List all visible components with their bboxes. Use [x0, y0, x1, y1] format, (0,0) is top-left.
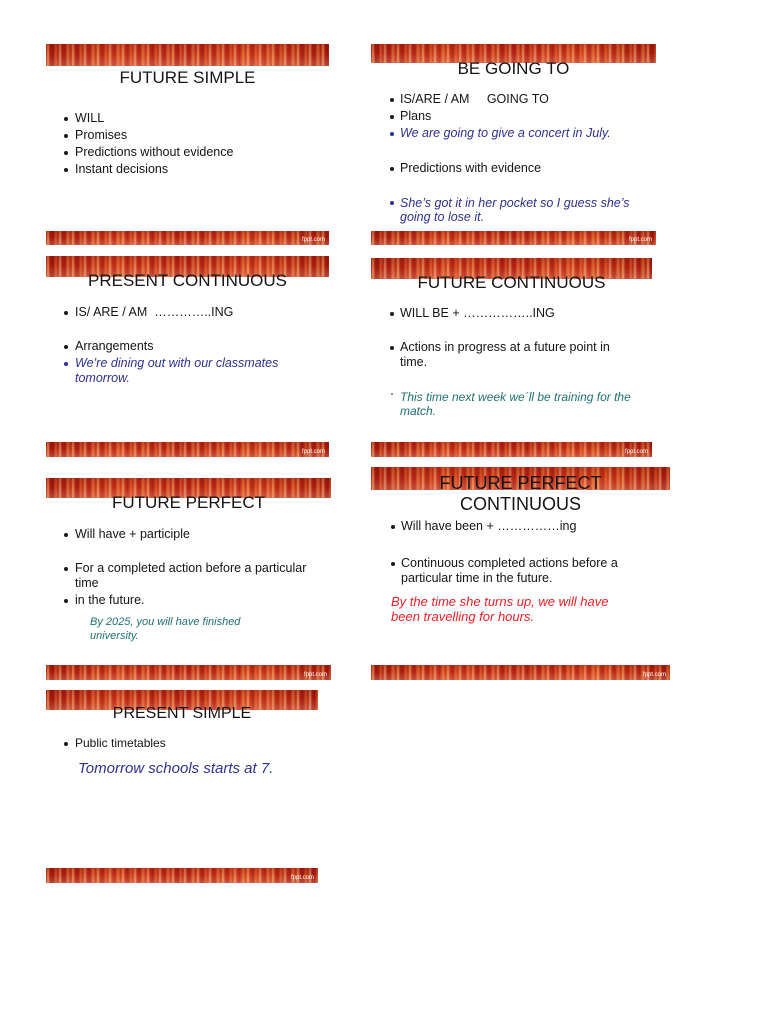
slide-title: PRESENT CONTINUOUS — [88, 271, 287, 290]
example-sentence — [391, 594, 609, 624]
bullet-text: Public timetables — [75, 735, 166, 750]
bullet-item — [75, 736, 166, 751]
example-text: This time next week we´ll be training for the match. — [400, 390, 631, 418]
bullet-text: IS/ARE / AM GOING TO — [400, 91, 549, 106]
example-sentence — [400, 196, 630, 224]
bullet-text: Continuous completed actions before a particular time in the future. — [401, 555, 618, 585]
bullet-text: Arrangements — [75, 338, 154, 353]
bullet-item — [75, 145, 233, 160]
slide-title: FUTURE PERFECT CONTINUOUS — [439, 473, 602, 514]
slide-footer-band — [371, 442, 652, 457]
slide-present-simple — [46, 690, 318, 883]
bullet-item — [75, 561, 306, 591]
footer-label: fppt.com — [301, 449, 325, 455]
example-sentence — [400, 126, 611, 141]
example-text: We’re dining out with our classmates tomorrow. — [75, 355, 279, 385]
bullet-text: IS/ ARE / AM …………..ING — [75, 304, 234, 319]
bullet-icon — [64, 117, 68, 121]
example-sentence — [90, 615, 240, 643]
bullet-icon — [390, 312, 394, 316]
slide-future-perfect-continuous — [371, 467, 670, 680]
slide-future-perfect — [46, 478, 331, 680]
slide-footer-band — [371, 665, 670, 680]
bullet-text: Will have + participle — [75, 526, 190, 541]
bullet-text: Instant decisions — [75, 161, 169, 176]
footer-label: fppt.com — [628, 237, 652, 243]
bullet-icon — [64, 742, 68, 746]
bullet-item — [400, 340, 610, 370]
bullet-icon — [390, 201, 394, 205]
slide-title: BE GOING TO — [457, 59, 570, 78]
example-text: She’s got it in her pocket so I guess she’s going to lose it. — [400, 196, 630, 224]
slide-footer-band — [46, 442, 329, 457]
bullet-icon — [64, 533, 68, 537]
example-sentence — [400, 390, 631, 418]
bullet-item — [400, 92, 549, 107]
example-text: Tomorrow schools starts at 7. — [78, 760, 274, 777]
example-sentence — [78, 760, 273, 778]
bullet-icon — [390, 98, 394, 102]
slide-title: PRESENT SIMPLE — [112, 705, 252, 722]
bullet-item — [75, 593, 145, 608]
bullet-icon — [64, 311, 68, 315]
bullet-item — [75, 305, 233, 320]
bullet-icon — [64, 567, 68, 571]
footer-label: fppt.com — [624, 449, 648, 455]
slide-future-simple — [46, 44, 329, 245]
bullet-text: Actions in progress at a future point in time. — [400, 339, 610, 369]
bullet-icon — [64, 151, 68, 155]
slide-present-continuous — [46, 256, 329, 457]
slide-footer-band — [46, 665, 331, 680]
bullet-item — [75, 128, 127, 143]
bullet-icon — [390, 167, 394, 171]
bullet-text: For a completed action before a particular time — [75, 560, 307, 590]
bullet-text: Plans — [400, 108, 432, 123]
bullet-icon — [64, 345, 68, 349]
slide-title: FUTURE SIMPLE — [119, 68, 256, 87]
slide-be-going-to — [371, 44, 656, 245]
bullet-icon — [390, 115, 394, 119]
slide-header-band — [46, 44, 329, 66]
slide-future-continuous — [371, 258, 652, 457]
bullet-item — [75, 527, 190, 542]
bullet-text: WILL BE + ……………..ING — [400, 305, 555, 320]
bullet-item — [75, 339, 154, 354]
footer-label: fppt.com — [301, 237, 325, 243]
bullet-text: in the future. — [75, 592, 145, 607]
example-text: By the time she turns up, we will have been travelling for hours. — [391, 593, 609, 624]
slide-footer-band — [46, 231, 329, 245]
bullet-item — [400, 161, 541, 176]
bullet-item — [75, 162, 168, 177]
bullet-item — [401, 556, 618, 586]
bullet-icon — [64, 168, 68, 172]
slide-title: FUTURE PERFECT — [112, 493, 265, 512]
bullet-item — [75, 111, 104, 126]
bullet-icon — [390, 132, 394, 136]
bullet-text: Predictions with evidence — [400, 160, 542, 175]
bullet-item — [400, 306, 555, 321]
slide-footer-band — [46, 868, 318, 883]
bullet-icon — [64, 599, 68, 603]
bullet-item — [400, 109, 431, 124]
bullet-icon — [391, 562, 395, 566]
bullet-text: Predictions without evidence — [75, 144, 234, 159]
footer-label: fppt.com — [642, 672, 666, 678]
bullet-text: Will have been + ……………ing — [401, 518, 577, 533]
example-text: We are going to give a concert in July. — [400, 125, 611, 140]
bullet-icon — [64, 362, 68, 366]
footer-label: fppt.com — [303, 672, 327, 678]
slide-title: FUTURE CONTINUOUS — [417, 273, 606, 292]
footer-label: fppt.com — [290, 875, 314, 881]
example-text: By 2025, you will have finished university. — [90, 616, 241, 642]
bullet-item — [401, 519, 576, 534]
bullet-icon — [391, 525, 395, 529]
bullet-icon — [391, 393, 393, 395]
bullet-icon — [390, 346, 394, 350]
bullet-text: Promises — [75, 127, 128, 142]
bullet-icon — [64, 134, 68, 138]
slide-footer-band — [371, 231, 656, 245]
example-sentence — [75, 356, 278, 386]
bullet-text: WILL — [75, 110, 105, 125]
